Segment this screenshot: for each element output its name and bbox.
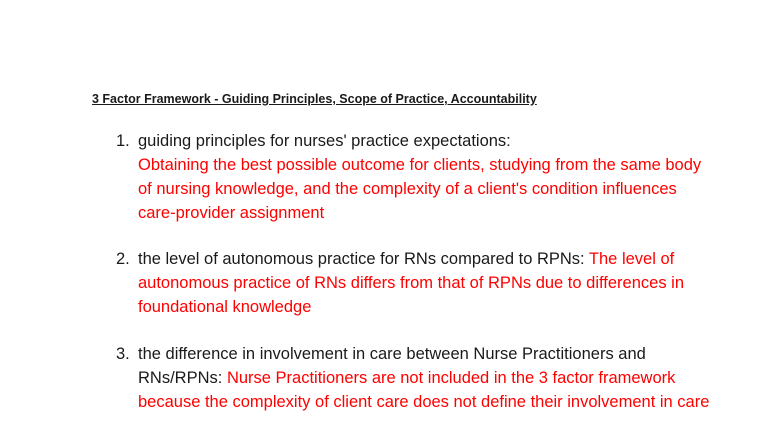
list-item-number: 3.: [116, 345, 130, 363]
list-item-body: [138, 129, 713, 225]
answer-text: The level of autonomous practice of RNs differs from that of RPNs due to differences in foundational knowledge: [138, 250, 684, 316]
list-item-body: [138, 342, 713, 414]
question-text: the level of autonomous practice for RNs compared to RPNs:: [138, 250, 585, 268]
question-text: the difference in involvement in care between Nurse Practitioners and RNs/RPNs:: [138, 345, 646, 387]
document-title: 3 Factor Framework - Guiding Principles, Scope of Practice, Accountability: [92, 92, 537, 106]
answer-text: Nurse Practitioners are not included in the 3 factor framework because the complexity of client care does not define their involvement in care: [138, 369, 710, 411]
answer-text: Obtaining the best possible outcome for clients, studying from the same body of nursing knowledge, and the complexity of a client's condition influences care-provider assignment: [138, 156, 702, 222]
list-item-number: 1.: [116, 132, 130, 150]
list-item-number: 2.: [116, 250, 130, 268]
list-item-body: [138, 247, 713, 319]
question-text: guiding principles for nurses' practice expectations:: [138, 132, 511, 150]
